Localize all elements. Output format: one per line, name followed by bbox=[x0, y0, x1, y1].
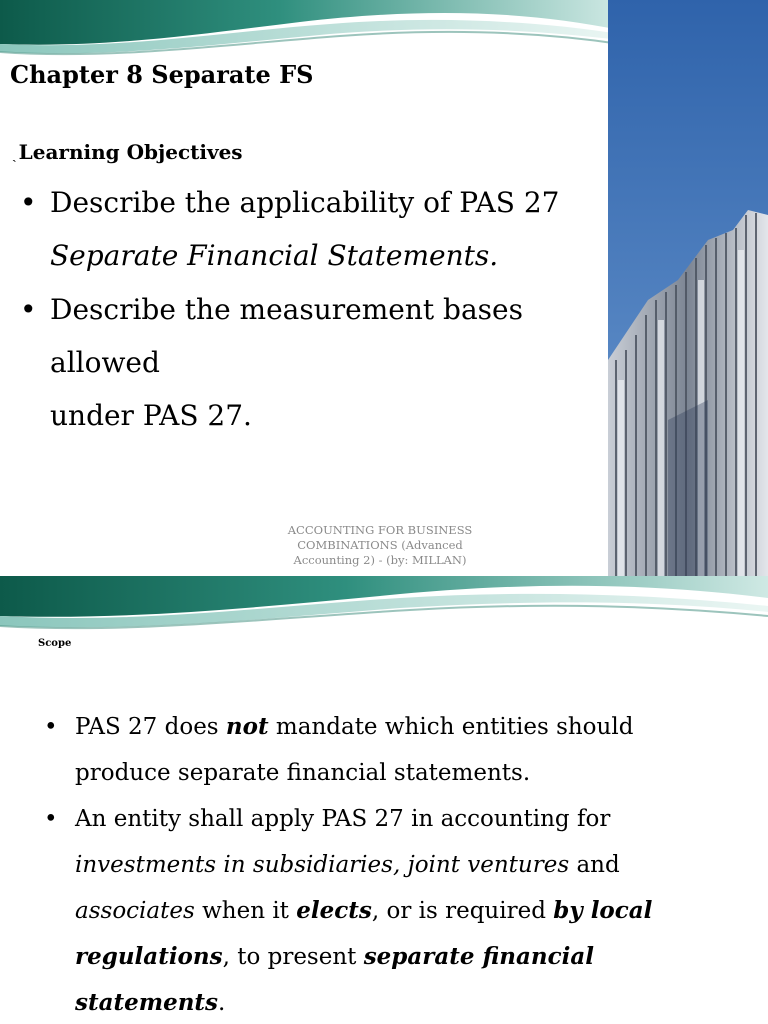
text-run: , to present bbox=[222, 944, 364, 970]
objective-item bbox=[20, 176, 600, 282]
header-wave-decoration bbox=[0, 576, 768, 636]
chapter-title: Chapter 8 Separate FS bbox=[10, 60, 314, 89]
text-run: An entity shall apply PAS 27 in accounting for bbox=[75, 806, 611, 832]
text-run: and bbox=[569, 852, 620, 878]
italic-text: associates bbox=[75, 898, 195, 924]
scope-item-text bbox=[44, 796, 734, 1024]
bullet: • bbox=[44, 714, 58, 740]
emphasis-text: elects bbox=[296, 897, 372, 924]
objective-line: under PAS 27. bbox=[50, 399, 252, 432]
scope-item bbox=[44, 704, 734, 796]
italic-text: investments in subsidiaries, joint ventures bbox=[75, 852, 570, 878]
emphasis-text: not bbox=[225, 713, 269, 740]
slide-scope bbox=[0, 576, 768, 1024]
objective-line: Describe the measurement bases allowed bbox=[50, 293, 523, 379]
scope-heading: Scope bbox=[38, 638, 72, 649]
objective-line-italic: Separate Financial Statements. bbox=[50, 239, 499, 272]
bullet: • bbox=[44, 806, 58, 832]
header-wave-decoration bbox=[0, 0, 620, 62]
slide-footer: ACCOUNTING FOR BUSINESS COMBINATIONS (Advanced Accounting 2) - (by: MILLAN) bbox=[287, 523, 473, 567]
building-photo-image bbox=[608, 0, 768, 576]
text-run: mandate which entities should produce separate financial statements. bbox=[75, 714, 634, 786]
scope-item bbox=[44, 796, 734, 1024]
bullet: • bbox=[20, 293, 37, 326]
learning-objectives-heading bbox=[12, 140, 243, 164]
emphasis-text: separate financial statements bbox=[75, 943, 595, 1016]
heading-marker: ˎ bbox=[12, 147, 17, 163]
objective-item bbox=[20, 283, 600, 442]
emphasis-text: by local regulations bbox=[75, 897, 653, 970]
bullet: • bbox=[20, 186, 37, 219]
objective-line: Describe the applicability of PAS 27 bbox=[50, 186, 560, 219]
text-run: when it bbox=[194, 898, 297, 924]
text-run: . bbox=[218, 990, 226, 1016]
scope-item-text bbox=[44, 704, 734, 796]
learning-objectives-label: Learning Objectives bbox=[18, 140, 243, 164]
text-run: , or is required bbox=[371, 898, 554, 924]
text-run: PAS 27 does bbox=[75, 714, 226, 740]
